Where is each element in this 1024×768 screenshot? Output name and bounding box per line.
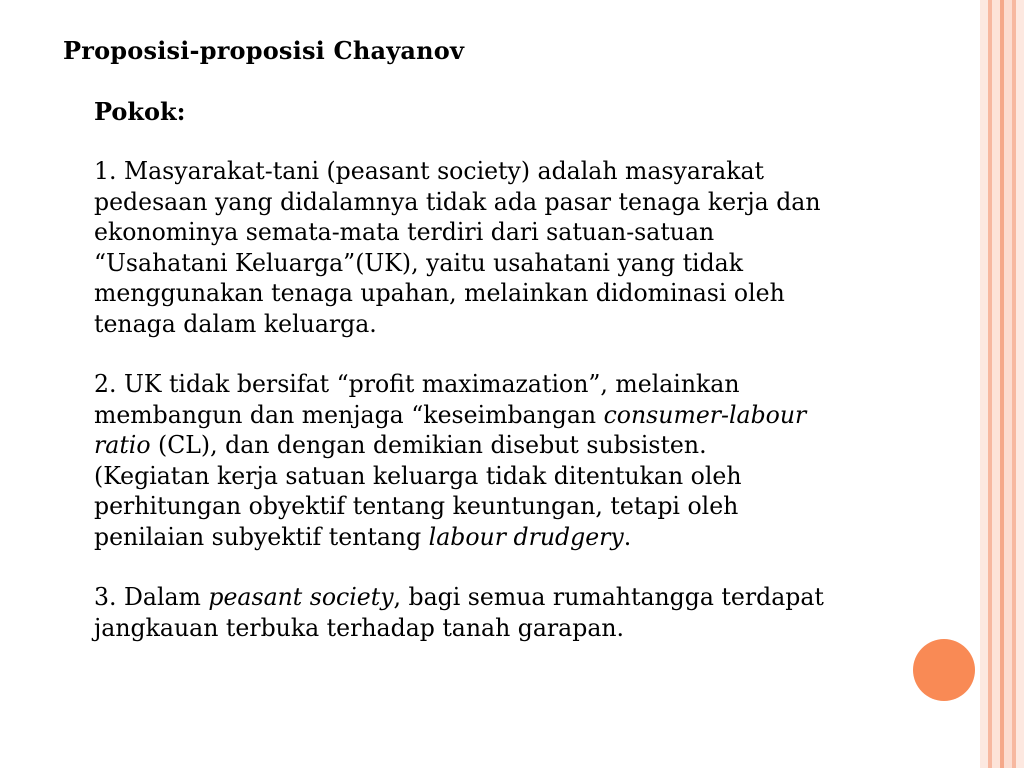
text-line: perhitungan obyektif tentang keuntungan, tetapi oleh	[94, 492, 739, 520]
text-line: pedesaan yang didalamnya tidak ada pasar tenaga kerja dan	[94, 187, 821, 216]
proposition-3	[94, 582, 994, 643]
text-run: 3. Dalam	[94, 583, 209, 611]
italic-term: ratio	[94, 431, 151, 459]
text-line: jangkauan terbuka terhadap tanah garapan.	[94, 613, 625, 642]
text-line: (Kegiatan kerja satuan keluarga tidak ditentukan oleh	[94, 461, 742, 490]
text-run: membangun dan menjaga “keseimbangan	[94, 400, 604, 429]
border-stripe	[1004, 0, 1012, 768]
text-line	[94, 400, 806, 431]
text-run: , bagi semua rumahtangga terdapat	[393, 583, 824, 611]
slide-body	[94, 156, 994, 673]
text-run: .	[623, 522, 632, 551]
text-line: 2. UK tidak bersifat “profit maximazation”, melainkan	[94, 370, 740, 398]
text-line	[94, 430, 707, 461]
text-run: penilaian subyektif tentang	[94, 522, 429, 551]
slide-title: Proposisi-proposisi Chayanov	[63, 36, 465, 65]
text-line: ekonominya semata-mata terdiri dari satuan-satuan	[94, 218, 715, 246]
decorative-circle	[913, 639, 975, 701]
text-run: (CL), dan dengan demikian disebut subsisten.	[150, 431, 707, 459]
italic-term: consumer-labour	[603, 400, 807, 429]
section-heading: Pokok:	[94, 97, 186, 126]
proposition-2	[94, 369, 994, 552]
text-line	[94, 522, 631, 553]
text-line: menggunakan tenaga upahan, melainkan didominasi oleh	[94, 279, 785, 307]
text-line: 1. Masyarakat-tani (peasant society) adalah masyarakat	[94, 157, 765, 185]
italic-term: labour drudgery	[428, 522, 624, 551]
text-line: “Usahatani Keluarga”(UK), yaitu usahatani yang tidak	[94, 248, 744, 277]
border-stripe	[1016, 0, 1024, 768]
proposition-1	[94, 156, 994, 339]
text-line	[94, 582, 824, 613]
text-line: tenaga dalam keluarga.	[94, 309, 377, 338]
italic-term: peasant society	[208, 583, 394, 611]
